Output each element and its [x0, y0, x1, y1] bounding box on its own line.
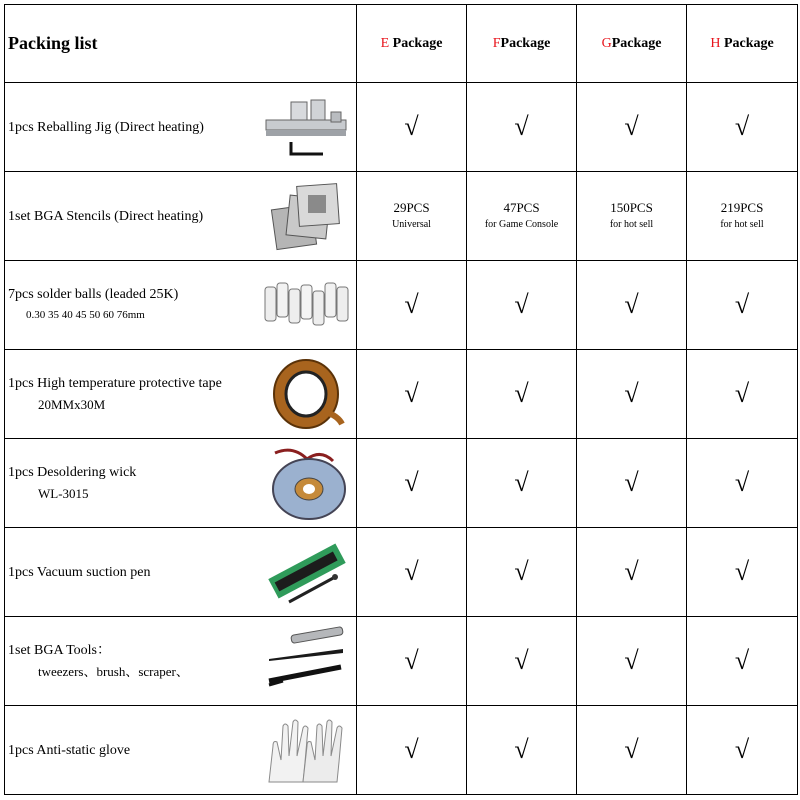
stencil-quantity-h: 219PCS for hot sell: [687, 172, 798, 261]
stencil-quantity-g: 150PCS for hot sell: [577, 172, 687, 261]
item-name: 1pcs Desoldering wick WL-3015: [5, 439, 257, 528]
solder-balls-image: [257, 261, 357, 350]
table-row: [5, 439, 798, 528]
desoldering-wick-image: [257, 439, 357, 528]
item-name: 1pcs High temperature protective tape 20MMx30M: [5, 350, 257, 439]
check-mark: √: [687, 439, 798, 528]
package-f-header: FPackage: [467, 5, 577, 83]
check-mark: √: [467, 528, 577, 617]
check-mark: √: [467, 706, 577, 795]
stencil-quantity-f: 47PCS for Game Console: [467, 172, 577, 261]
check-mark: √: [577, 83, 687, 172]
package-g-header: GPackage: [577, 5, 687, 83]
check-mark: √: [467, 350, 577, 439]
stencil-quantity-e: 29PCS Universal: [357, 172, 467, 261]
packing-list-table: [4, 4, 798, 795]
item-name: 1set BGA Tools： tweezers、brush、scraper、: [5, 617, 257, 706]
table-row: [5, 617, 798, 706]
item-name: 1set BGA Stencils (Direct heating): [5, 172, 257, 261]
item-name: 7pcs solder balls (leaded 25K) 0.30 35 40 45 50 60 76mm: [5, 261, 257, 350]
check-mark: √: [687, 528, 798, 617]
check-mark: √: [687, 706, 798, 795]
check-mark: √: [687, 617, 798, 706]
check-mark: √: [357, 261, 467, 350]
check-mark: √: [357, 617, 467, 706]
check-mark: √: [357, 83, 467, 172]
check-mark: √: [467, 617, 577, 706]
item-name: 1pcs Anti-static glove: [5, 706, 257, 795]
table-row: [5, 528, 798, 617]
check-mark: √: [577, 706, 687, 795]
anti-static-glove-image: [257, 706, 357, 795]
check-mark: √: [467, 439, 577, 528]
check-mark: √: [357, 439, 467, 528]
bga-tools-image: [257, 617, 357, 706]
kapton-tape-image: [257, 350, 357, 439]
check-mark: √: [577, 261, 687, 350]
table-row: [5, 83, 798, 172]
bga-stencils-image: [257, 172, 357, 261]
check-mark: √: [687, 261, 798, 350]
check-mark: √: [577, 528, 687, 617]
check-mark: √: [577, 350, 687, 439]
check-mark: √: [577, 617, 687, 706]
check-mark: √: [687, 83, 798, 172]
table-row: [5, 172, 798, 261]
reballing-jig-image: [257, 83, 357, 172]
vacuum-pen-image: [257, 528, 357, 617]
check-mark: √: [467, 83, 577, 172]
item-name: 1pcs Reballing Jig (Direct heating): [5, 83, 257, 172]
check-mark: √: [687, 350, 798, 439]
table-row: [5, 261, 798, 350]
check-mark: √: [467, 261, 577, 350]
check-mark: √: [577, 439, 687, 528]
header-row: [5, 5, 798, 83]
table-row: [5, 350, 798, 439]
check-mark: √: [357, 350, 467, 439]
package-e-header: E Package: [357, 5, 467, 83]
item-name: 1pcs Vacuum suction pen: [5, 528, 257, 617]
packing-list-title: Packing list: [5, 5, 357, 83]
check-mark: √: [357, 706, 467, 795]
check-mark: √: [357, 528, 467, 617]
package-h-header: H Package: [687, 5, 798, 83]
table-row: [5, 706, 798, 795]
